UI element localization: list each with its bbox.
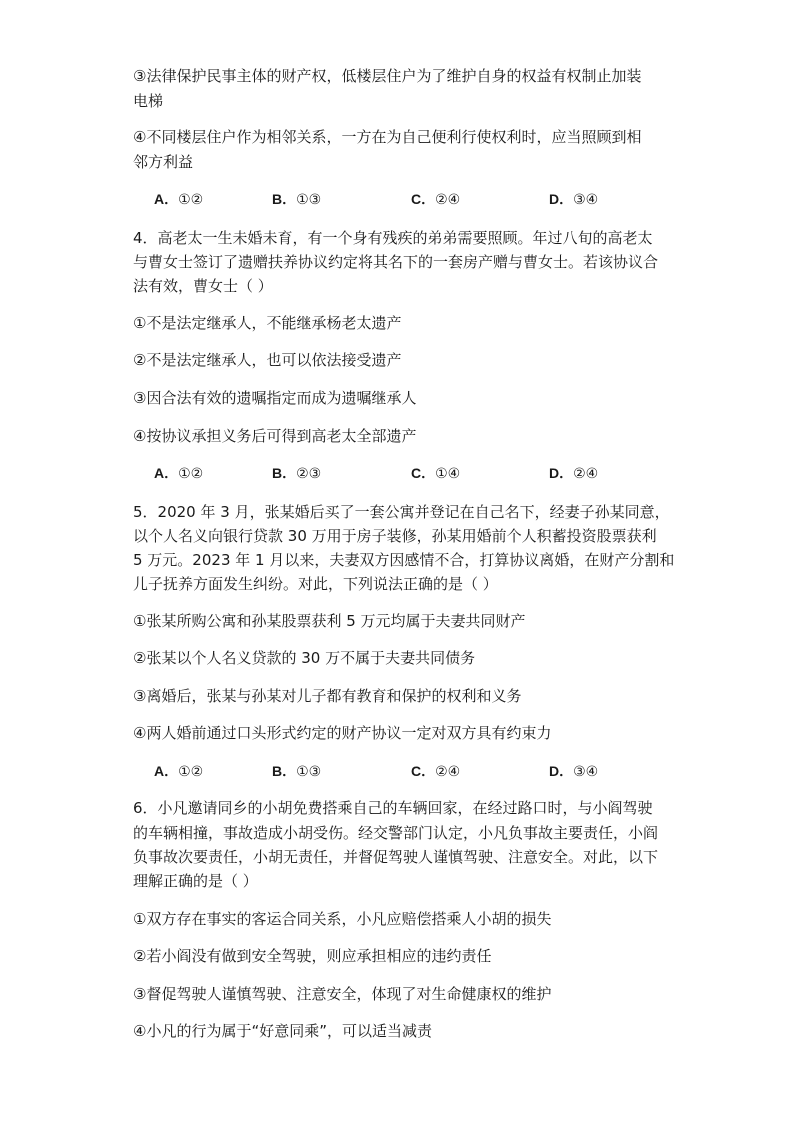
q4-item1: ①不是法定继承人，不能继承杨老太遗产 bbox=[133, 314, 402, 332]
q5-item3: ③离婚后，张某与孙某对儿子都有教育和保护的权利和义务 bbox=[133, 687, 522, 705]
q5-option-a: A．①② bbox=[154, 763, 204, 780]
q4-item2: ②不是法定继承人，也可以依法接受遗产 bbox=[133, 351, 402, 369]
q5-stem-line1: 5．2020 年 3 月，张某婚后买了一套公寓并登记在自己名下，经妻子孙某同意， bbox=[133, 503, 670, 521]
q6-stem-line3: 负事故次要责任，小胡无责任，并督促驾驶人谨慎驾驶、注意安全。对此，以下 bbox=[133, 848, 659, 866]
q5-stem-line3: 5 万元。2023 年 1 月以来，夫妻双方因感情不合，打算协议离婚，在财产分割和 bbox=[133, 551, 675, 569]
q6-stem-line4: 理解正确的是（ ） bbox=[133, 872, 258, 890]
q3-option-d: D．③④ bbox=[549, 191, 599, 208]
q6-item4: ④小凡的行为属于“好意同乘”，可以适当减责 bbox=[133, 1022, 432, 1040]
q3-item3-line2: 电梯 bbox=[133, 92, 164, 110]
q6-item3: ③督促驾驶人谨慎驾驶、注意安全，体现了对生命健康权的维护 bbox=[133, 985, 552, 1003]
q5-item2: ②张某以个人名义贷款的 30 万不属于夫妻共同债务 bbox=[133, 649, 476, 667]
q3-option-b: B．①③ bbox=[272, 191, 322, 208]
q4-options bbox=[154, 463, 674, 483]
q4-item4: ④按协议承担义务后可得到高老太全部遗产 bbox=[133, 427, 417, 445]
q4-option-b: B．②③ bbox=[272, 465, 322, 482]
q6-stem-line1: 6．小凡邀请同乡的小胡免费搭乘自己的车辆回家，在经过路口时，与小阎驾驶 bbox=[133, 799, 653, 817]
q3-option-a: A．①② bbox=[154, 191, 204, 208]
q4-stem-line2: 与曹女士签订了遗赠扶养协议约定将其名下的一套房产赠与曹女士。若该协议合 bbox=[133, 253, 659, 271]
q4-option-a: A．①② bbox=[154, 465, 204, 482]
q4-stem-line1: 4．高老太一生未婚未育，有一个身有残疾的弟弟需要照顾。年过八旬的高老太 bbox=[133, 229, 653, 247]
q3-item4-line1: ④不同楼层住户作为相邻关系，一方在为自己便利行使权利时，应当照顾到相 bbox=[133, 128, 642, 146]
q5-item1: ①张某所购公寓和孙某股票获利 5 万元均属于夫妻共同财产 bbox=[133, 612, 526, 630]
q4-option-c: C．①④ bbox=[411, 465, 461, 482]
q5-stem-line4: 儿子抚养方面发生纠纷。对此，下列说法正确的是（ ） bbox=[133, 575, 498, 593]
q5-option-b: B．①③ bbox=[272, 763, 322, 780]
q3-options bbox=[154, 189, 674, 209]
q6-item1: ①双方存在事实的客运合同关系，小凡应赔偿搭乘人小胡的损失 bbox=[133, 910, 552, 928]
q5-item4: ④两人婚前通过口头形式约定的财产协议一定对双方具有约束力 bbox=[133, 724, 552, 742]
q5-stem-line2: 以个人名义向银行贷款 30 万用于房子装修，孙某用婚前个人积蓄投资股票获利 bbox=[133, 527, 657, 545]
q4-stem-line3: 法有效，曹女士（ ） bbox=[133, 277, 273, 295]
q5-option-d: D．③④ bbox=[549, 763, 599, 780]
q6-item2: ②若小阎没有做到安全驾驶，则应承担相应的违约责任 bbox=[133, 947, 492, 965]
q4-item3: ③因合法有效的遗嘱指定而成为遗嘱继承人 bbox=[133, 389, 417, 407]
q3-item3-line1: ③法律保护民事主体的财产权，低楼层住户为了维护自身的权益有权制止加装 bbox=[133, 67, 642, 85]
q4-option-d: D．②④ bbox=[549, 465, 599, 482]
q6-stem-line2: 的车辆相撞，事故造成小胡受伤。经交警部门认定，小凡负事故主要责任，小阎 bbox=[133, 824, 659, 842]
q5-option-c: C．②④ bbox=[411, 763, 461, 780]
q3-item4-line2: 邻方利益 bbox=[133, 153, 194, 171]
q3-option-c: C．②④ bbox=[411, 191, 461, 208]
q5-options bbox=[154, 761, 674, 781]
